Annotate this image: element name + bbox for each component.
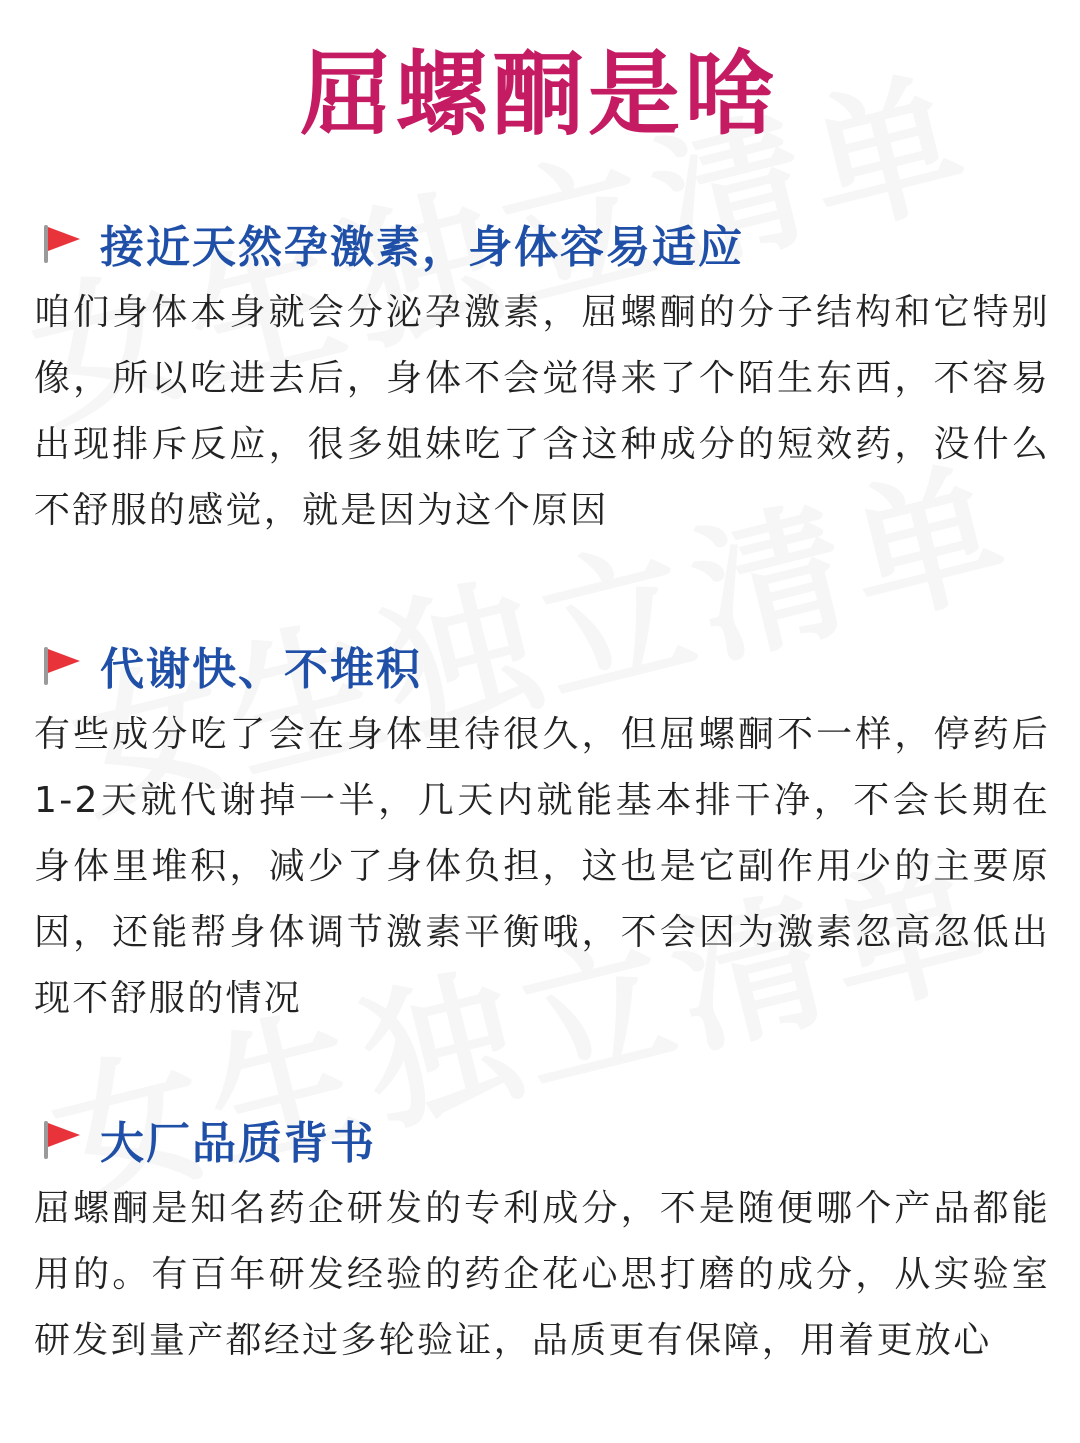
section-quality-endorsement [34, 1106, 1050, 1374]
red-flag-icon [40, 643, 84, 687]
red-flag-icon [40, 1117, 84, 1161]
section-heading [34, 1106, 1050, 1172]
red-flag-icon [40, 221, 84, 265]
section-heading-text: 大厂品质背书 [100, 1118, 376, 1169]
section-body: 有些成分吃了会在身体里待很久，但屈螺酮不一样，停药后1-2天就代谢掉一半，几天内就能基本排干净，不会长期在身体里堆积，减少了身体负担，这也是它副作用少的主要原因，还能帮身体调节激素平衡哦，不会因为激素忽高忽低出现不舒服的情况 [34, 714, 1050, 1019]
section-body: 屈螺酮是知名药企研发的专利成分，不是随便哪个产品都能用的。有百年研发经验的药企花心思打磨的成分，从实验室研发到量产都经过多轮验证，品质更有保障，用着更放心 [34, 1188, 1050, 1361]
section-fast-metabolism [34, 632, 1050, 1032]
section-heading [34, 632, 1050, 698]
section-body: 咱们身体本身就会分泌孕激素，屈螺酮的分子结构和它特别像，所以吃进去后，身体不会觉得来了个陌生东西，不容易出现排斥反应，很多姐妹吃了含这种成分的短效药，没什么不舒服的感觉，就是因为这个原因 [34, 292, 1050, 531]
section-heading-text: 接近天然孕激素，身体容易适应 [100, 222, 744, 273]
section-natural-progesterone [34, 210, 1050, 544]
section-heading [34, 210, 1050, 276]
page-title: 屈螺酮是啥 [299, 41, 780, 148]
section-heading-text: 代谢快、不堆积 [100, 644, 422, 695]
